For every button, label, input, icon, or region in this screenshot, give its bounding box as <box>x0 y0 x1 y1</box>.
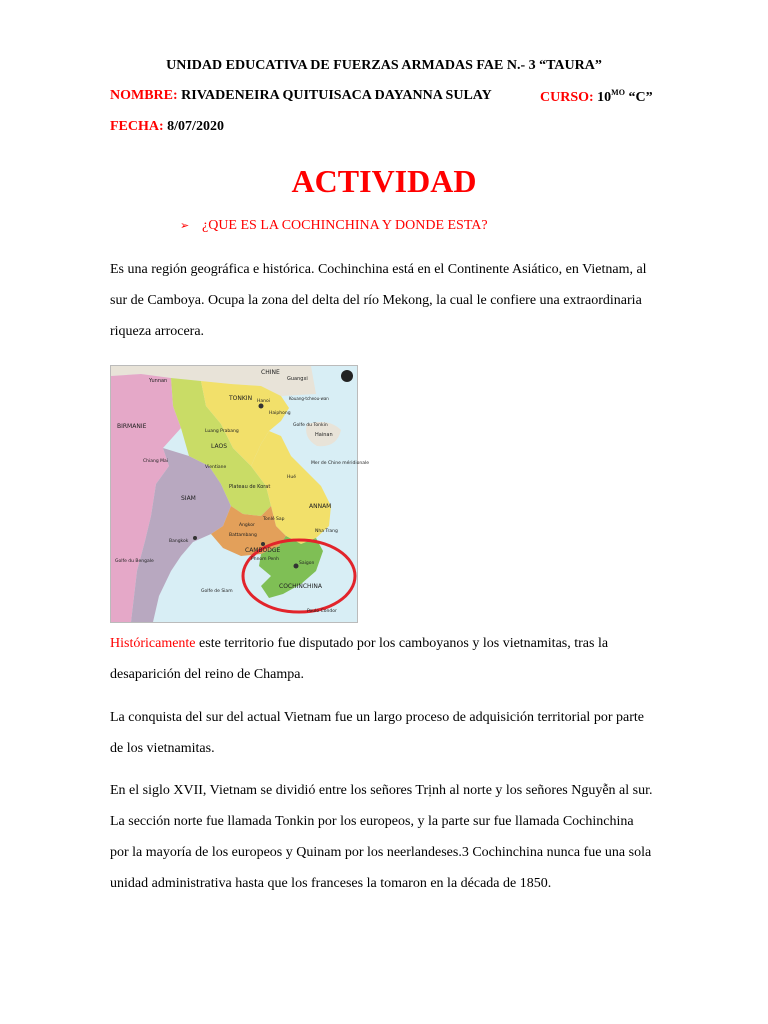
course-number: 10 <box>597 90 612 105</box>
course-label: CURSO: <box>540 90 594 105</box>
map-label-luang: Luang Prabang <box>205 429 239 434</box>
map-label-annam: ANNAM <box>309 503 332 510</box>
map-label-golfe-siam: Golfe de Siam <box>201 589 233 594</box>
map-label-battambang: Battambang <box>229 533 257 538</box>
map-label-china: CHINE <box>261 369 280 376</box>
map-marker-bangkok <box>193 536 197 540</box>
map-marker-saigon <box>294 564 299 569</box>
course-superscript: MO <box>611 88 625 97</box>
name-line <box>110 88 492 104</box>
page-title: ACTIVIDAD <box>291 163 477 199</box>
map-label-siam: SIAM <box>181 495 196 502</box>
map-marker-hanoi <box>259 404 264 409</box>
map-label-golfe-bengale: Golfe du Bengale <box>115 559 154 564</box>
map-label-poulo: Poulo Condor <box>307 609 337 614</box>
name-label: NOMBRE: <box>110 88 178 103</box>
compass-icon <box>341 370 353 382</box>
map-label-vientiane: Vientiane <box>205 465 227 470</box>
map-label-phnom: Phnom Penh <box>251 557 280 562</box>
course-line <box>540 88 653 106</box>
student-name: RIVADENEIRA QUITUISACA DAYANNA SULAY <box>181 88 492 103</box>
map-label-golfe-tonkin: Golfe du Tonkin <box>293 423 328 428</box>
map-marker-phnom-penh <box>261 542 265 546</box>
map-label-hainan: Hainan <box>315 432 333 438</box>
map-label-birmanie: BIRMANIE <box>117 423 147 430</box>
map-label-cochinchina: COCHINCHINA <box>279 583 322 590</box>
map-label-chiang: Chiang Mai <box>143 459 169 464</box>
map-label-hanoi: Hanoi <box>257 399 270 404</box>
map-label-tonkin: TONKIN <box>229 395 253 402</box>
map-label-guangxi: Guangxi <box>287 376 308 382</box>
school-header: UNIDAD EDUCATIVA DE FUERZAS ARMADAS FAE N.- 3 “TAURA” <box>166 58 602 73</box>
history-highlight: Históricamente <box>110 636 196 651</box>
map-label-yunnan: Yunnan <box>149 378 168 384</box>
map-label-kouang: Kouang-tcheou-wan <box>289 396 329 401</box>
date-line <box>110 119 224 135</box>
history-text: este territorio fue disputado por los camboyanos y los vietnamitas, tras la desaparición del reino de Champa. <box>110 636 609 682</box>
map-label-tonle: Tonlé Sap <box>263 517 285 522</box>
paragraph-intro: Es una región geográfica e histórica. Cochinchina está en el Continente Asiático, en Vietnam, al sur de Camboya. Ocupa la zona del delta del río Mekong, la cual le confiere una extraordinaria riqueza arrocera. <box>110 262 647 339</box>
map-label-cambodge: CAMBODGE <box>245 547 281 554</box>
paragraph-conquest: La conquista del sur del actual Vietnam fue un largo proceso de adquisición territorial por parte de los vietnamitas. <box>110 710 644 756</box>
date-value: 8/07/2020 <box>167 119 224 134</box>
map-label-angkor: Angkor <box>239 523 255 528</box>
map-image <box>110 365 370 623</box>
question-text: ¿QUE ES LA COCHINCHINA Y DONDE ESTA? <box>202 218 488 233</box>
map-label-laos: LAOS <box>211 443 228 450</box>
map-label-plateau: Plateau de Korat <box>229 484 271 490</box>
map-label-haiphong: Haiphong <box>269 411 291 416</box>
question-line <box>180 218 488 234</box>
date-label: FECHA: <box>110 119 164 134</box>
map-label-saigon: Saigon <box>299 561 315 566</box>
map-label-bangkok: Bangkok <box>169 539 189 544</box>
map-label-mer: Mer de Chine méridionale <box>311 461 370 466</box>
map-label-nhatrang: Nha Trang <box>315 529 338 534</box>
paragraph-division: En el siglo XVII, Vietnam se dividió entre los señores Trịnh al norte y los señores Nguyễn al sur. La sección norte fue llamada Tonkin por los europeos, y la parte sur fue llamada Cochinchina por la mayoría de los europeos y Quinam por los neerlandeses.3 Cochinchina nunca fue una sola unidad administrativa hasta que los franceses la tomaron en la década de 1850. <box>110 783 653 891</box>
indochina-map <box>111 366 370 622</box>
arrow-bullet-icon: ➢ <box>180 220 190 232</box>
course-section: “C” <box>628 90 653 105</box>
map-label-hue: Hué <box>287 475 297 480</box>
paragraph-history <box>110 628 655 690</box>
